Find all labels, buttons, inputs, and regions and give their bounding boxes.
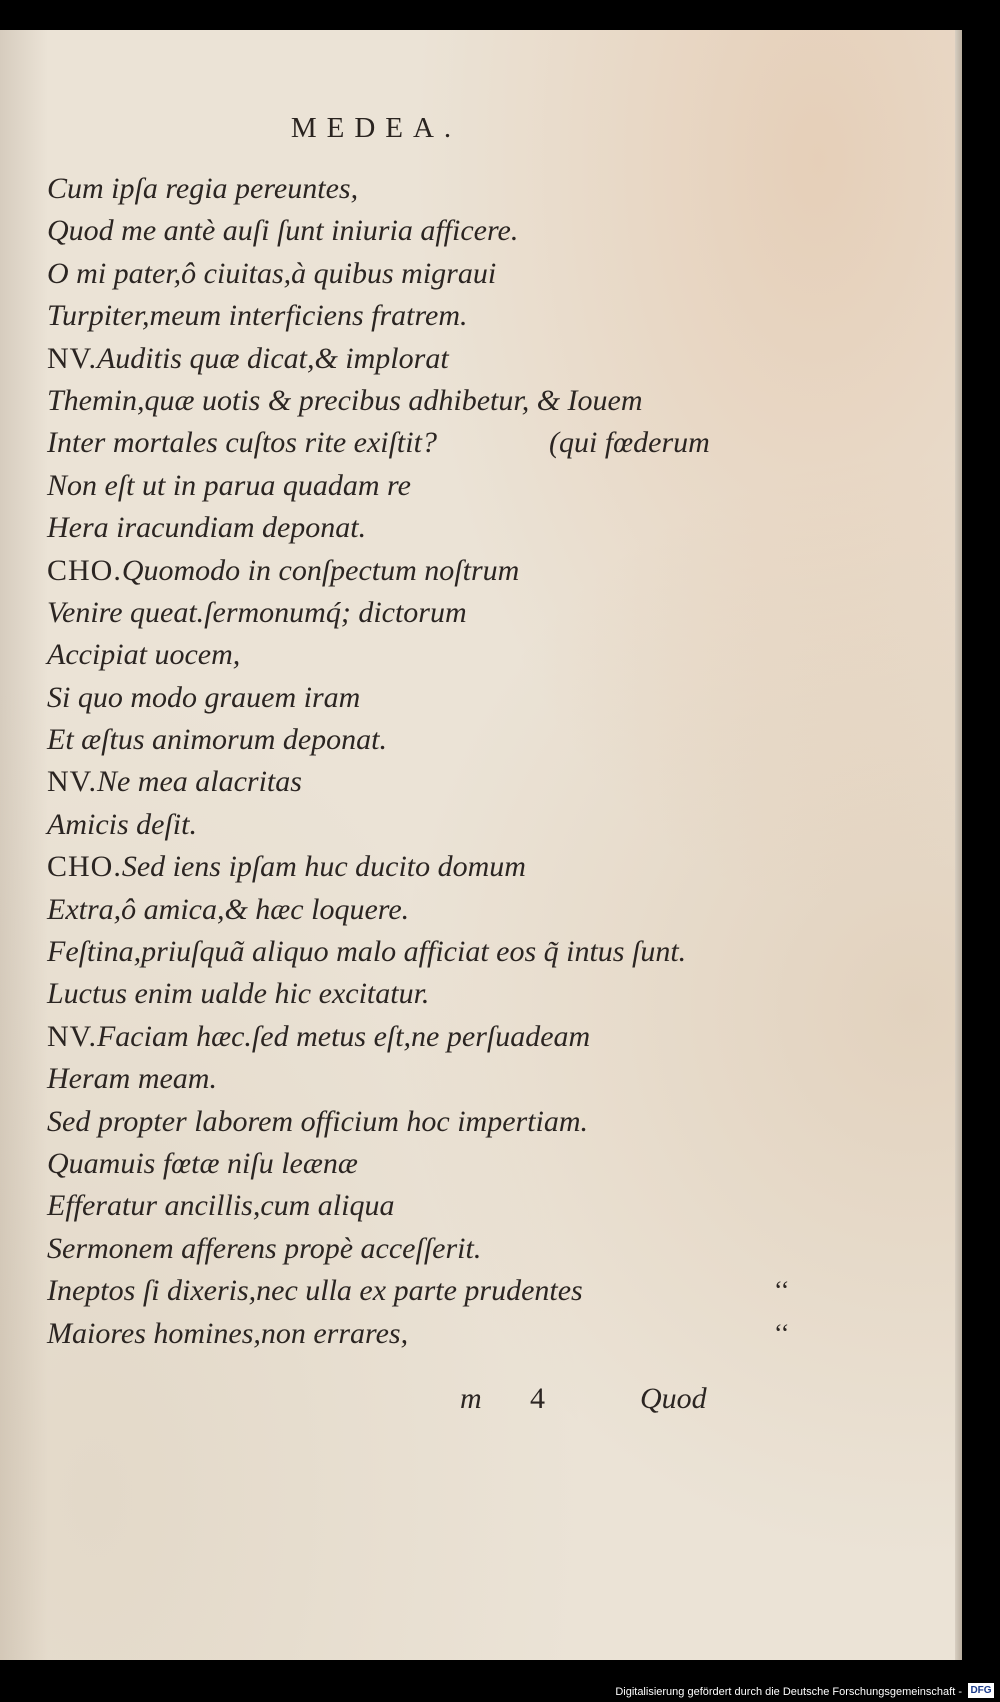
- dfg-logo: DFG: [968, 1683, 994, 1698]
- text-line: [47, 1228, 747, 1270]
- text-line: [47, 1058, 747, 1100]
- line-text: Faciam hæc.ſed metus eſt,ne perſuadeam: [96, 1019, 591, 1053]
- speaker-label: NV.: [47, 341, 97, 375]
- line-text: Venire queat.ſermonumq́; dictorum: [47, 595, 467, 629]
- speaker-label: CHO.: [47, 850, 122, 884]
- line-text: Quamuis fœtæ niſu leænæ: [47, 1146, 358, 1180]
- line-text: Turpiter,meum interficiens fratrem.: [47, 299, 468, 333]
- line-text: Themin,quæ uotis & precibus adhibetur, & Iouem: [47, 383, 643, 417]
- text-line: [47, 719, 747, 761]
- line-text: Luctus enim ualde hic excitatur.: [47, 977, 430, 1011]
- footer-credit: Digitalisierung gefördert durch die Deutsche Forschungsgemeinschaft -: [615, 1686, 962, 1698]
- line-text: Efferatur ancillis,cum aliqua: [47, 1189, 395, 1223]
- line-text: Et æſtus animorum deponat.: [47, 723, 388, 757]
- text-line: [47, 1016, 747, 1058]
- text-line: [47, 295, 747, 337]
- line-text: Extra,ô amica,& hæc loquere.: [47, 892, 410, 926]
- line-text: Sed iens ipſam huc ducito domum: [121, 850, 526, 884]
- text-block: [47, 168, 790, 1355]
- line-continuation-note: (qui fœderum: [549, 426, 710, 460]
- text-line: [47, 1270, 790, 1312]
- text-line: [47, 889, 747, 931]
- catchword: Quod: [640, 1382, 707, 1415]
- text-line: [47, 550, 747, 592]
- text-line: [47, 338, 747, 380]
- text-line: [47, 507, 747, 549]
- line-text: Sermonem afferens propè acceſſerit.: [47, 1231, 482, 1265]
- text-line: [47, 465, 747, 507]
- page-edge: [955, 30, 962, 1660]
- line-text: Cum ipſa regia pereuntes,: [47, 172, 359, 205]
- line-text: Quomodo in conſpectum noſtrum: [121, 553, 520, 587]
- speaker-label: NV.: [47, 1019, 97, 1053]
- text-line: [47, 1185, 747, 1227]
- marginal-quote-mark: ‘‘: [774, 1318, 790, 1348]
- text-line: [47, 168, 747, 210]
- text-line: [47, 804, 747, 846]
- line-text: Hera iracundiam deponat.: [47, 511, 367, 545]
- speaker-label: NV.: [47, 765, 97, 799]
- line-text: Ne mea alacritas: [96, 765, 302, 799]
- marginal-quote-mark: ‘‘: [774, 1276, 790, 1306]
- text-line: [47, 634, 747, 676]
- line-text: Amicis deſit.: [47, 807, 197, 841]
- signature-line: [0, 1382, 740, 1426]
- text-line: [47, 931, 747, 973]
- line-text: Si quo modo grauem iram: [47, 680, 361, 714]
- text-line: [47, 677, 747, 719]
- line-text: Accipiat uocem,: [47, 638, 241, 672]
- signature-mark: m: [460, 1382, 482, 1415]
- text-line: [47, 1101, 747, 1143]
- line-text: Auditis quæ dicat,& implorat: [96, 341, 449, 375]
- text-line: [47, 1143, 747, 1185]
- line-text: Quod me antè auſi ſunt iniuria afficere.: [47, 214, 519, 248]
- text-line: [47, 973, 747, 1015]
- line-text: O mi pater,ô ciuitas,à quibus migraui: [47, 256, 497, 290]
- text-line: [47, 1313, 790, 1355]
- line-text: Ineptos ſi dixeris,nec ulla ex parte prudentes: [47, 1274, 583, 1308]
- signature-number: 4: [530, 1382, 545, 1415]
- speaker-label: CHO.: [47, 553, 122, 587]
- line-text: Maiores homines,non errares,: [47, 1316, 409, 1350]
- line-text: Sed propter laborem officium hoc impertiam.: [47, 1104, 589, 1138]
- text-line: [47, 592, 747, 634]
- text-line: [47, 253, 747, 295]
- text-line: [47, 761, 747, 803]
- line-text: Inter mortales cuſtos rite exiſtit?: [47, 426, 437, 460]
- line-text: Non eſt ut in parua quadam re: [47, 468, 411, 502]
- text-line: [47, 380, 747, 422]
- text-line: [47, 210, 747, 252]
- running-head: MEDEA.: [290, 112, 462, 144]
- text-line: [47, 846, 747, 888]
- line-text: Feſtina,priuſquã aliquo malo afficiat eos q̃ intus ſunt.: [47, 935, 687, 969]
- line-text: Heram meam.: [47, 1062, 217, 1096]
- text-line: [47, 422, 747, 464]
